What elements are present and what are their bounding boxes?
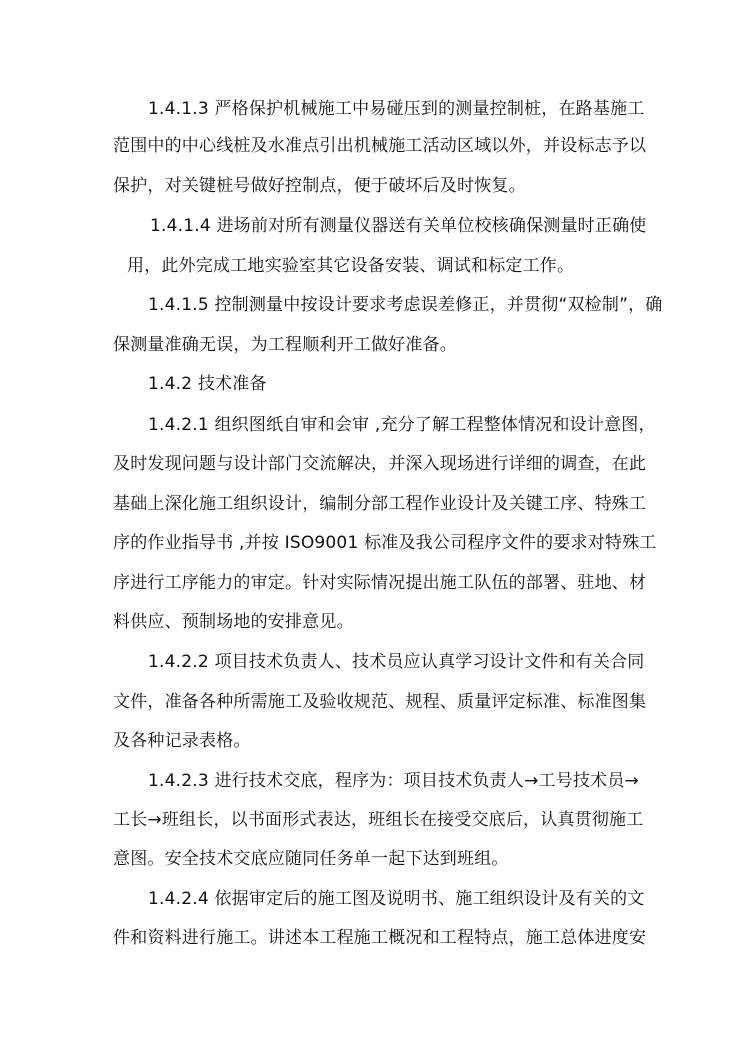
paragraph-1-4-1-5-line-2: 保测量准确无误，为工程顺利开工做好准备。 bbox=[113, 335, 457, 355]
paragraph-1-4-2-4-line-1: 1.4.2.4 依据审定后的施工图及说明书、施工组织设计及有关的文 bbox=[148, 889, 645, 909]
paragraph-1-4-1-3-line-1: 1.4.1.3 严格保护机械施工中易碰压到的测量控制桩，在路基施工 bbox=[148, 99, 645, 119]
paragraph-1-4-2-3-line-3: 意图。安全技术交底应随同任务单一起下达到班组。 bbox=[113, 849, 509, 869]
paragraph-1-4-2-3-line-2: 工长→班组长，以书面形式表达，班组长在接受交底后，认真贯彻施工 bbox=[113, 810, 644, 830]
paragraph-1-4-2-1-line-4: 序的作业指导书 ,并按 ISO9001 标准及我公司程序文件的要求对特殊工 bbox=[113, 533, 657, 553]
paragraph-1-4-2-1-line-6: 料供应、预制场地的安排意见。 bbox=[113, 612, 354, 632]
paragraph-1-4-2-3-line-1: 1.4.2.3 进行技术交底，程序为：项目技术负责人→工号技术员→ bbox=[148, 771, 639, 791]
paragraph-1-4-1-4-line-2: 用，此外完成工地实验室其它设备安装、调试和标定工作。 bbox=[127, 256, 575, 276]
paragraph-1-4-1-4-line-1: 1.4.1.4 进场前对所有测量仪器送有关单位校核确保测量时正确使 bbox=[150, 216, 647, 236]
paragraph-1-4-2-1-line-1: 1.4.2.1 组织图纸自审和会审 ,充分了解工程整体情况和设计意图， bbox=[148, 415, 656, 435]
paragraph-1-4-2-2-line-3: 及各种记录表格。 bbox=[113, 731, 251, 751]
paragraph-1-4-1-3-line-2: 范围中的中心线桩及水准点引出机械施工活动区域以外，并设标志予以 bbox=[113, 136, 647, 156]
paragraph-1-4-2-1-line-3: 基础上深化施工组织设计，编制分部工程作业设计及关键工序、特殊工 bbox=[113, 494, 647, 514]
section-heading-1-4-2: 1.4.2 技术准备 bbox=[148, 374, 267, 394]
paragraph-1-4-2-2-line-1: 1.4.2.2 项目技术负责人、技术员应认真学习设计文件和有关合同 bbox=[148, 652, 645, 672]
paragraph-1-4-2-1-line-5: 序进行工序能力的审定。针对实际情况提出施工队伍的部署、驻地、材 bbox=[113, 573, 647, 593]
paragraph-1-4-2-4-line-2: 件和资料进行施工。讲述本工程施工概况和工程特点，施工总体进度安 bbox=[113, 928, 647, 948]
paragraph-1-4-2-2-line-2: 文件，准备各种所需施工及验收规范、规程、质量评定标准、标准图集 bbox=[113, 692, 647, 712]
paragraph-1-4-1-5-line-1: 1.4.1.5 控制测量中按设计要求考虑误差修正，并贯彻“双检制”，确 bbox=[148, 295, 663, 315]
paragraph-1-4-2-1-line-2: 及时发现问题与设计部门交流解决，并深入现场进行详细的调查，在此 bbox=[113, 454, 647, 474]
paragraph-1-4-1-3-line-3: 保护，对关键桩号做好控制点，便于破坏后及时恢复。 bbox=[113, 176, 526, 196]
